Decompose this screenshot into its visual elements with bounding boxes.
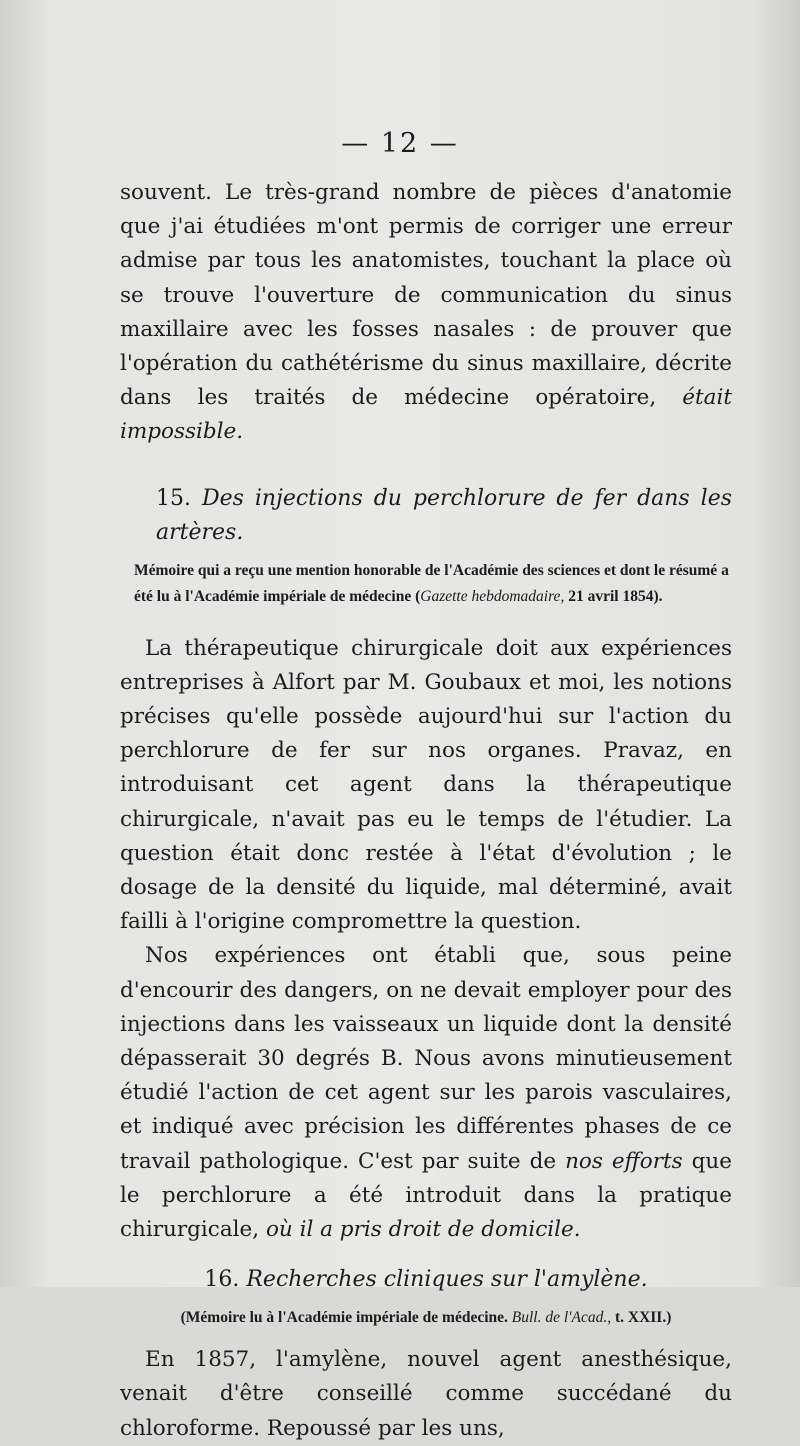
- paragraph-3-text: Nos expériences ont établi que, sous peine d'encourir des dangers, on ne devait employer pour des injections dans les vaisseaux un liquide dont la densité dépasserait 30 degrés B. Nous avons minutieusement étudié l'action de cet agent sur les parois vasculaires, et indiqué avec précision les différentes phases de ce travail pathologique. C'est par suite de: [120, 943, 732, 1174]
- section-16-note-volume: t. XXII.): [611, 1309, 672, 1327]
- section-15-note: [134, 558, 732, 610]
- paragraph-3-emphasis-2: où il a pris droit de domicile.: [265, 1217, 581, 1243]
- paragraph-3-emphasis-1: nos efforts: [565, 1148, 683, 1174]
- section-15-number: 15.: [156, 485, 191, 511]
- page-number: — 12 —: [341, 128, 459, 159]
- paragraph-4: En 1857, l'amylène, nouvel agent anesthésique, venait d'être conseillé comme succédané du chloroforme. Repoussé par les uns,: [120, 1347, 732, 1441]
- section-16-note-source: Bull. de l'Acad.,: [511, 1309, 612, 1327]
- paragraph-2: La thérapeutique chirurgicale doit aux expériences entreprises à Alfort par M. Goubaux et moi, les notions précises qu'elle possède aujourd'hui sur l'action du perchlorure de fer sur nos organes. Pravaz, en introduisant cet agent dans la thérapeutique chirurgicale, n'avait pas eu le temps de l'étudier. La question était donc restée à l'état d'évolution ; le dosage de la densité du liquide, mal déterminé, avait failli à l'origine compromettre la question.: [120, 635, 732, 935]
- section-16-number: 16.: [204, 1267, 240, 1293]
- paragraph-3: [120, 939, 732, 1247]
- page-body: [120, 176, 732, 1446]
- section-15-note-text: Mémoire qui a reçu une mention honorable de l'Académie des sciences et dont le résumé a été lu à l'Académie impériale de médecine (: [134, 561, 729, 605]
- paragraph-1: [120, 176, 732, 450]
- paragraph-1-text: souvent. Le très-grand nombre de pièces d'anatomie que j'ai étudiées m'ont permis de corriger une erreur admise par tous les anatomistes, touchant la place où se trouve l'ouverture de communication du sinus maxillaire avec les fosses nasales : de prouver que l'opération du cathétérisme du sinus maxillaire, décrite dans les traités de médecine opératoire,: [120, 180, 732, 411]
- section-16-note-text: (Mémoire lu à l'Académie impériale de médecine.: [180, 1309, 512, 1327]
- section-15-note-source: Gazette hebdomadaire,: [420, 587, 565, 605]
- section-16-title: Recherches cliniques sur l'amylène.: [246, 1267, 648, 1293]
- section-16-heading: [120, 1263, 732, 1297]
- section-16-note: [120, 1305, 732, 1331]
- section-15-heading: [156, 482, 732, 550]
- section-15-title: Des injections du perchlorure de fer dans les artères.: [156, 485, 732, 545]
- paragraph-3-text-2: que le perchlorure a été introduit dans la pratique chirurgicale,: [120, 1148, 732, 1243]
- paragraph-1-emphasis: était impossible.: [120, 385, 732, 445]
- section-15-note-date: 21 avril 1854).: [564, 587, 663, 605]
